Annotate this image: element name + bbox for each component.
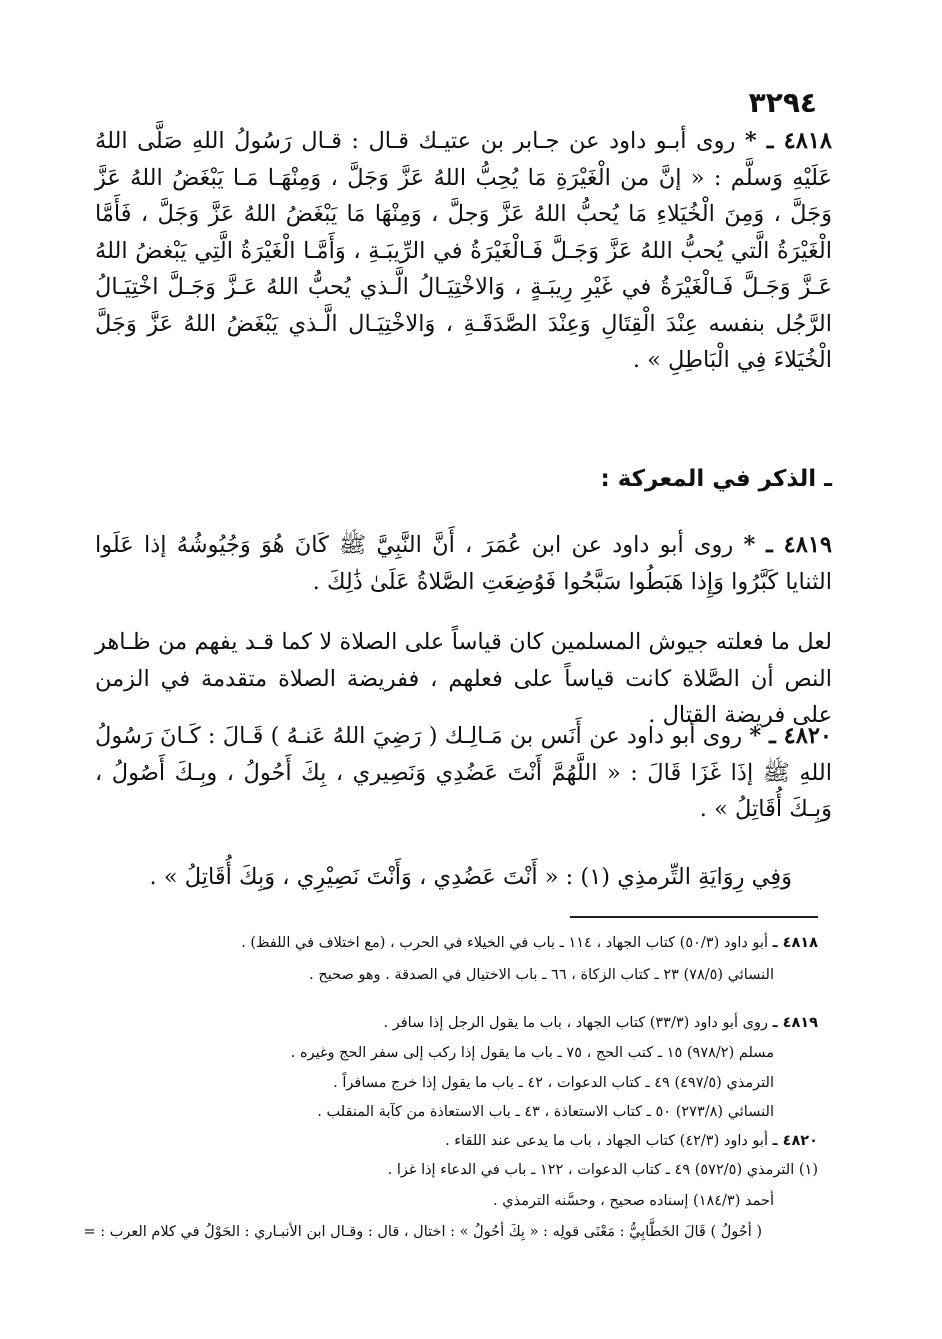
hadith-4819-number: ٤٨١٩ ـ * (743, 532, 832, 558)
hadith-4818 (95, 123, 832, 379)
footnote-4820-4: ( أحُولُ ) قَالَ الخَطَّابِيُّ : مَعْنَى قولِه : « بِكَ أحُولُ » : اختال ، قال : وقـال ابن الأنبـاري : الحَوْلُ في كلام العرب : = (83, 1224, 762, 1240)
hadith-4820 (95, 718, 832, 828)
footnote-4818-1-text: أبو داود (٥٠/٣) كتاب الجهاد ، ١١٤ ـ باب في الخيلاء في الحرب ، (مع اختلاف في اللفظ) . (241, 935, 768, 951)
footnote-4819-3: الترمذي (٤٩٧/٥) ٤٩ ـ كتاب الدعوات ، ٤٢ ـ باب ما يقول إذا خرج مسافراً . (333, 1075, 774, 1091)
footnote-4820-3: أحمد (١٨٤/٣) إسناده صحيح ، وحسَّنه الترمذي . (493, 1193, 774, 1209)
commentary: لعل ما فعلته جيوش المسلمين كان قياساً على الصلاة لا كما قـد يفهم من ظـاهر النص أن الصَّلاة كانت قياساً على فعلهم ، ففريضة الصلاة متقدمة في الزمن على فريضة القتال . (95, 629, 832, 728)
footnote-4819-1-text: روى أبو داود (٣٣/٣) كتاب الجهاد ، باب ما يقول الرجل إذا سافر . (383, 1015, 768, 1031)
footnote-4820-number: ٤٨٢٠ ـ (772, 1133, 818, 1149)
hadith-4818-text: روى أبـو داود عن جـابر بن عتيـك قـال : قـال رَسُولُ اللهِ صَلَّى اللهُ عَلَيْهِ وَسلَّم : « إنَّ من الْغَيْرَةِ مَا يُحِبُّ اللهُ عَزَّ وَجَلَّ ، وَمِنْهَـا مَـا يَبْغَضُ اللهُ عَزَّ وَجَلَّ ، وَمِنَ الْخُيَلاءِ مَا يُحبُّ اللهُ عَزَّ وَجلَّ ، وَمِنْهَا مَا يَبْغَضُ اللهُ عَزَّ وَجَلَّ ، فَأَمَّا الْغَيْرَةُ الَّتي يُحبُّ اللهُ عَزَّ وَجَـلَّ فَـالْغَيْرَةُ في الرِّيبَـةِ ، وَأَمَّـا الْغَيْرَةُ الَّتِي يَبْغضُ اللهُ عَـزَّ وَجَـلَّ فَـالْغَيْرَةُ في غَيْرِ رِيبَـةٍ ، وَالاخْتِيَـالُ الَّـذي يُحبُّ اللهُ عَـزَّ وَجَـلَّ اخْتِيَـالُ الرَّجُل بنفسه عِنْدَ الْقِتَالِ وَعِنْدَ الصَّدَقَـةِ ، وَالاخْتِيَـال الَّـذي يَبْغَضُ اللهُ عَزَّ وَجَلَّ الْخُيَلاءَ فِي الْبَاطِلِ » . (95, 128, 832, 373)
footnote-4819-1 (384, 1008, 818, 1039)
footnote-4818-2: النسائي (٧٨/٥) ٢٣ ـ كتاب الزكاة ، ٦٦ ـ باب الاختيال في الصدقة . وهو صحيح . (309, 967, 774, 983)
footnote-divider (570, 916, 818, 918)
hadith-4818-number: ٤٨١٨ ـ * (744, 128, 833, 154)
hadith-4819-text: روى أبو داود عن ابن عُمَرَ ، أَنَّ النَّبِيَّ ﷺ كَانَ هُوَ وَجُيُوشُهُ إذا عَلَوا الثنايا كَبَّرُوا وَإِذا هَبَطُوا سَبَّحُوا فَوُضِعَتِ الصَّلاةُ عَلَىٰ ذَٰلِكَ . (95, 532, 832, 595)
footnote-4820-2: (١) الترمذي (٥٧٢/٥) ٤٩ ـ كتاب الدعوات ، ١٢٢ ـ باب في الدعاء إذا غزا . (387, 1162, 818, 1178)
hadith-4820-number: ٤٨٢٠ ـ * (749, 723, 832, 749)
page-number: ٣٢٩٤ (748, 86, 817, 119)
hadith-4820-tirmidhi: وَفِي رِوَايَةِ التِّرمذِي (١) : « أَنْتَ عَضُدِي ، وَأَنْتَ نَصِيْرِي ، وَبِكَ أُقَاتِلُ » . (149, 864, 792, 890)
footnote-4818-number: ٤٨١٨ ـ (772, 935, 818, 951)
section-heading: ـ الذكر في المعركة : (600, 466, 832, 492)
footnote-4820-1 (445, 1126, 818, 1157)
footnote-4820-1-text: أبو داود (٤٢/٣) كتاب الجهاد ، باب ما يدعى عند اللقاء . (445, 1133, 768, 1149)
footnote-4819-4: النسائي (٢٧٣/٨) ٥٠ ـ كتاب الاستعاذة ، ٤٣ ـ باب الاستعاذة من كآبة المنقلب . (317, 1104, 774, 1120)
hadith-4819 (95, 527, 832, 600)
hadith-4820-text: روى أبو داود عن أَنَس بن مَـالِـك ( رَضِيَ اللهُ عَنـهُ ) قَـالَ : كَـانَ رَسُولُ اللهِ ﷺ إذَا غَزَا قَالَ : « اللَّهُمَّ أَنْتَ عَضُدِي وَنَصِيري ، بِكَ أَحُولُ ، وبِـكَ أَصُولُ ، وَبِـكَ أُقَاتِلُ » . (95, 723, 832, 822)
footnote-4819-number: ٤٨١٩ ـ (772, 1015, 818, 1031)
footnote-4818-1 (241, 928, 818, 959)
footnote-4819-2: مسلم (٩٧٨/٢) ١٥ ـ كتب الحج ، ٧٥ ـ باب ما يقول إذا ركب إلى سفر الحج وغيره . (290, 1045, 774, 1061)
